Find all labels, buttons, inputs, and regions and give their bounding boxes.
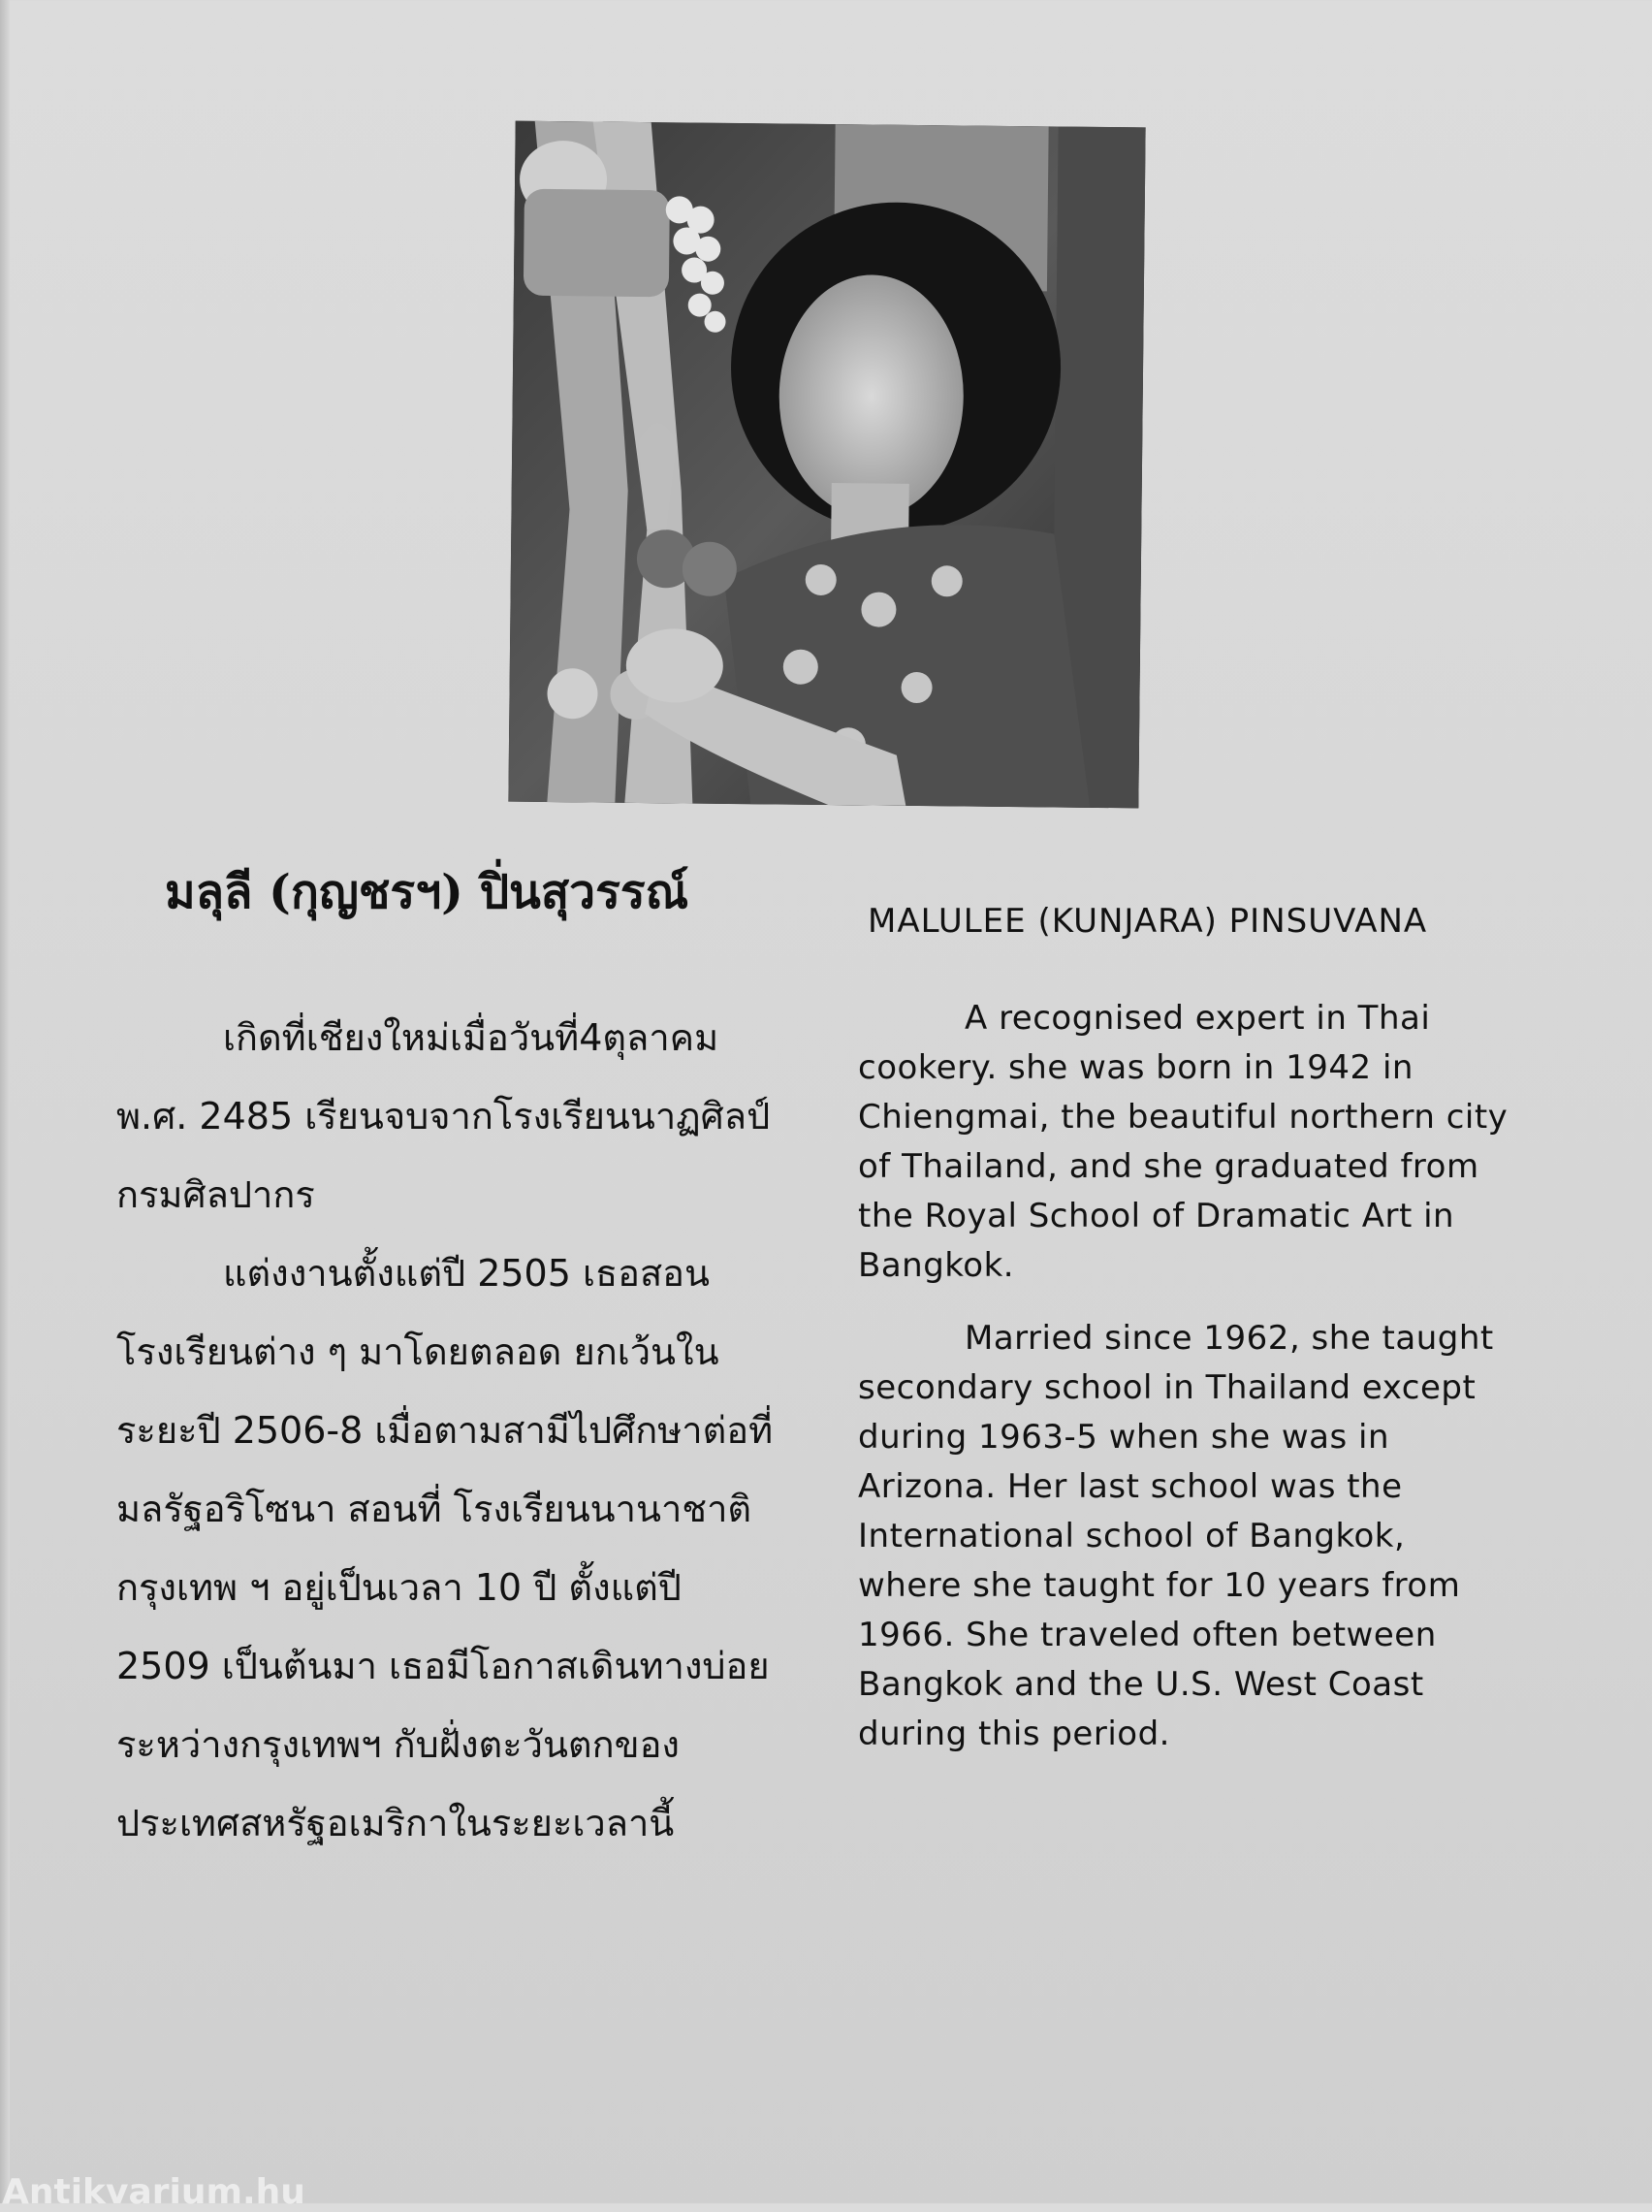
thai-biography [116,999,776,1863]
watermark: Antikvarium.hu [2,2172,305,2212]
thai-paragraph-2: แต่งงานตั้งแต่ปี 2505 เธอสอนโรงเรียนต่าง ๆ มาโดยตลอด ยกเว้นในระยะปี 2506-8 เมื่อตามสามีไปศึกษาต่อที่ มลรัฐอริโซนา สอนที่ โรงเรียนนานาชาติกรุงเทพ ฯ อยู่เป็นเวลา 10 ปี ตั้งแต่ปี 2509 เป็นต้นมา เธอมีโอกาสเดินทางบ่อยระหว่างกรุงเทพฯ กับฝั่งตะวันตกของประเทศสหรัฐอเมริกาในระยะเวลานี้ [116,1252,774,1844]
thai-name-heading: มลุลี (กุญชรฯ) ปิ่นสุวรรณ์ [165,865,689,919]
english-biography [858,994,1517,1782]
portrait-photo [508,121,1145,809]
english-name-heading: MALULEE (KUNJARA) PINSUVANA [868,902,1428,941]
page-edge [0,0,10,2203]
thai-paragraph-1: เกิดที่เชียงใหม่เมื่อวันที่4ตุลาคม พ.ศ. 2485 เรียนจบจากโรงเรียนนาฏศิลป์กรมศิลปากร [116,1016,771,1216]
english-paragraph-1: A recognised expert in Thai cookery. she was born in 1942 in Chiengmai, the beautiful northern city of Thailand, and she graduated from the Royal School of Dramatic Art in Bangkok. [858,999,1509,1285]
english-paragraph-2: Married since 1962, she taught secondary school in Thailand except during 1963-5 when she was in Arizona. Her last school was the International school of Bangkok, where she taught for 10 years from 1966. She traveled often between Bangkok and the U.S. West Coast during this period. [858,1319,1494,1753]
